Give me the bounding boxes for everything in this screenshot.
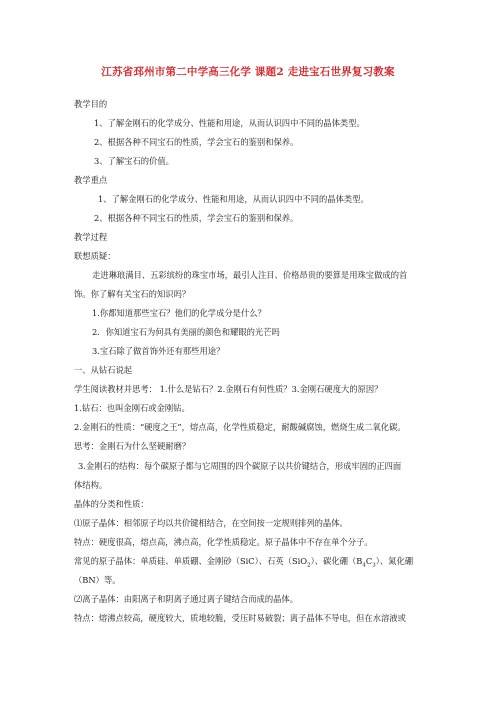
question-item-3: 3.宝石除了做首饰外还有那些用途？ — [92, 346, 225, 356]
question-item-2: 2．你知道宝石为何具有美丽的颜色和耀眼的光芒吗 — [92, 327, 280, 337]
paragraph-line: 饰。你了解有关宝石的知识吗？ — [74, 289, 191, 299]
paragraph-line: 体结构。 — [74, 480, 108, 490]
objective-item-2: 2、根据各种不同宝石的性质，学会宝石的鉴别和保养。 — [94, 137, 299, 147]
document-title: 江苏省邳州市第二中学高三化学 课题2 走进宝石世界复习教案 — [101, 66, 395, 78]
paragraph-line: 1.钻石：也叫金刚石或金刚钻。 — [74, 403, 190, 413]
paragraph-line: 2.金刚石的性质：“硬度之王”，熔点高，化学性质稳定，耐酸碱腐蚀，燃烧生成二氧化碳。 — [74, 422, 406, 432]
paragraph-line: 常见的原子晶体：单质硅、单质硼、金刚砂（SiC）、石英（SiO$_2$）、碳化硼$(B_4C_3)$、氮化硼 — [74, 556, 414, 569]
section-heading-objectives: 教学目的 — [74, 99, 108, 109]
paragraph-line: 学生阅读教材并思考： 1.什么是钻石？2.金刚石有何性质？3.金刚石硬度大的原因？ — [74, 384, 383, 394]
subheading-crystal-classification: 晶体的分类和性质： — [74, 499, 149, 509]
paragraph-line: （BN）等。 — [74, 575, 121, 585]
paragraph-line: 思考：金刚石为什么坚硬耐磨？ — [74, 441, 191, 451]
paragraph-line: ⑴原子晶体：相邻原子均以共价键相结合，在空间按一定规则排列的晶体。 — [74, 518, 348, 528]
key-point-item-1: 1、了解金刚石的化学成分、性能和用途，从而认识四中不同的晶体类型。 — [98, 194, 369, 204]
section-heading-process: 教学过程 — [74, 232, 108, 242]
objective-item-3: 3、了解宝石的价值。 — [94, 156, 174, 166]
paragraph-line: 走进琳琅满目、五彩缤纷的珠宝市场，最引人注目、价格昂贵的要算是用珠宝做成的首 — [92, 270, 408, 280]
paragraph-line: 特点：硬度很高，熔点高，沸点高，化学性质稳定。原子晶体中不存在单个分子。 — [74, 537, 373, 547]
paragraph-line: 特点：熔沸点较高，硬度较大，质地较脆，受压时易破裂；离子晶体不导电，但在水溶液或 — [74, 613, 406, 623]
section-heading-diamond: 一、从钻石说起 — [74, 365, 133, 375]
key-point-item-2: 2、根据各种不同宝石的性质，学会宝石的鉴别和保养。 — [94, 213, 299, 223]
paragraph-line: 3.金刚石的结构：每个碳原子都与它周围的四个碳原子以共价键结合，形成牢固的正四面 — [78, 461, 402, 471]
objective-item-1: 1、了解金刚石的化学成分、性能和用途，从而认识四中不同的晶体类型。 — [94, 118, 365, 128]
paragraph-line: ⑵离子晶体：由阳离子和阴离子通过离子键结合而成的晶体。 — [74, 594, 299, 604]
question-item-1: 1.你都知道那些宝石？他们的化学成分是什么？ — [92, 308, 266, 318]
subheading-association: 联想质疑： — [74, 251, 116, 261]
section-heading-key-points: 教学重点 — [74, 175, 108, 185]
